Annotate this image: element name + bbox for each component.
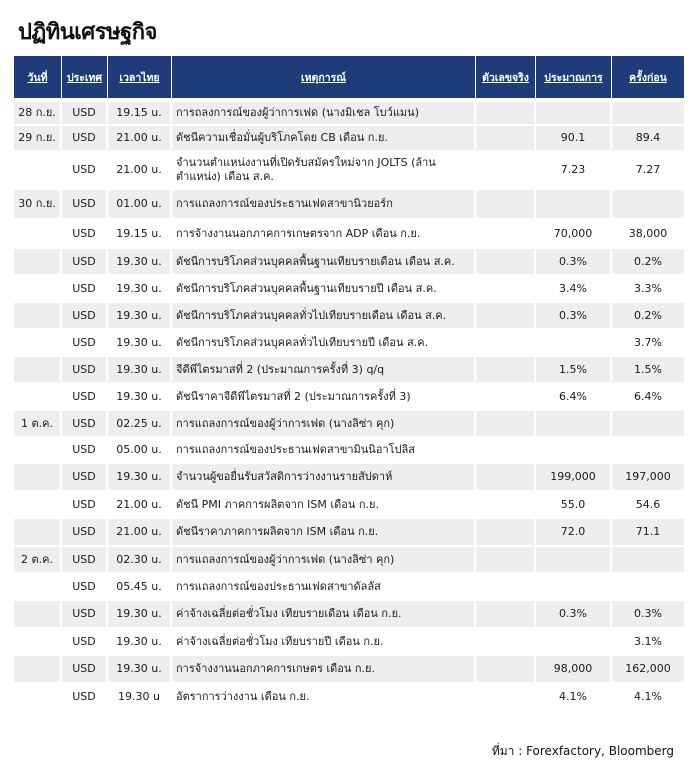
cell-actual	[476, 357, 536, 384]
cell-time: 19.30 u.	[108, 464, 172, 492]
cell-forecast	[536, 629, 612, 656]
cell-time: 19.30 u.	[108, 249, 172, 276]
cell-forecast: 98,000	[536, 656, 612, 684]
cell-actual	[476, 303, 536, 330]
table-row	[14, 601, 684, 629]
header-forecast: ประมาณการ	[536, 56, 612, 98]
cell-date	[14, 492, 62, 519]
cell-date	[14, 438, 62, 464]
cell-forecast: 3.4%	[536, 276, 612, 303]
cell-time: 19.30 u.	[108, 303, 172, 330]
cell-actual	[476, 519, 536, 547]
table-row	[14, 384, 684, 411]
table-row	[14, 126, 684, 152]
cell-actual	[476, 684, 536, 711]
cell-country: USD	[62, 438, 108, 464]
header-country: ประเทศ	[62, 56, 108, 98]
cell-actual	[476, 629, 536, 656]
cell-date	[14, 152, 62, 190]
cell-actual	[476, 601, 536, 629]
cell-event: การถลงการณ์ของผู้ว่าการเฟด (นางมิเชล โบว์แมน)	[172, 102, 476, 126]
cell-date	[14, 276, 62, 303]
cell-event: ดัชนีการบริโภคส่วนบุคคลพื้นฐานเทียบรายเดือน เดือน ส.ค.	[172, 249, 476, 276]
cell-event: ดัชนีการบริโภคส่วนบุคคลทั่วไปเทียบรายเดือน เดือน ส.ค.	[172, 303, 476, 330]
cell-time: 21.00 u.	[108, 519, 172, 547]
cell-time: 19.30 u.	[108, 601, 172, 629]
cell-date	[14, 303, 62, 330]
cell-forecast	[536, 102, 612, 126]
cell-previous: 3.7%	[612, 330, 684, 357]
table-row	[14, 519, 684, 547]
table-row	[14, 629, 684, 656]
cell-time: 19.15 u.	[108, 220, 172, 249]
cell-date: 28 ก.ย.	[14, 102, 62, 126]
cell-event: ดัชนีราคาภาคการผลิตจาก ISM เดือน ก.ย.	[172, 519, 476, 547]
header-time: เวลาไทย	[108, 56, 172, 98]
economic-calendar-table	[14, 56, 684, 711]
cell-country: USD	[62, 126, 108, 152]
cell-actual	[476, 330, 536, 357]
table-body	[14, 102, 684, 711]
cell-country: USD	[62, 574, 108, 601]
table-row	[14, 684, 684, 711]
cell-date: 1 ต.ค.	[14, 411, 62, 438]
cell-date	[14, 357, 62, 384]
cell-country: USD	[62, 190, 108, 220]
cell-event: ดัชนีความเชื่อมั่นผู้บริโภคโดย CB เดือน ก.ย.	[172, 126, 476, 152]
cell-date	[14, 519, 62, 547]
cell-forecast	[536, 411, 612, 438]
cell-time: 19.30 u.	[108, 330, 172, 357]
cell-forecast	[536, 547, 612, 574]
table-row	[14, 152, 684, 190]
cell-forecast: 199,000	[536, 464, 612, 492]
cell-actual	[476, 190, 536, 220]
cell-forecast: 7.23	[536, 152, 612, 190]
cell-country: USD	[62, 547, 108, 574]
cell-event: จำนวนตำแหน่งงานที่เปิดรับสมัครใหม่จาก JOLTS (ล้านตำแหน่ง) เดือน ส.ค.	[172, 152, 476, 190]
cell-time: 02.25 u.	[108, 411, 172, 438]
cell-forecast: 55.0	[536, 492, 612, 519]
cell-actual	[476, 464, 536, 492]
cell-country: USD	[62, 411, 108, 438]
cell-previous: 0.2%	[612, 249, 684, 276]
cell-previous	[612, 411, 684, 438]
cell-country: USD	[62, 357, 108, 384]
cell-forecast: 4.1%	[536, 684, 612, 711]
table-row	[14, 574, 684, 601]
cell-date	[14, 684, 62, 711]
table-row	[14, 276, 684, 303]
cell-previous	[612, 438, 684, 464]
table-row	[14, 547, 684, 574]
cell-previous: 0.2%	[612, 303, 684, 330]
cell-actual	[476, 276, 536, 303]
cell-previous: 3.1%	[612, 629, 684, 656]
cell-actual	[476, 220, 536, 249]
cell-event: ดัชนีราคาจีดีพีไตรมาสที่ 2 (ประมาณการครั้งที่ 3)	[172, 384, 476, 411]
cell-date	[14, 330, 62, 357]
header-actual: ตัวเลขจริง	[476, 56, 536, 98]
source-note: ที่มา : Forexfactory, Bloomberg	[491, 744, 674, 758]
cell-date: 30 ก.ย.	[14, 190, 62, 220]
cell-time: 05.00 u.	[108, 438, 172, 464]
cell-country: USD	[62, 629, 108, 656]
header-event: เหตุการณ์	[172, 56, 476, 98]
cell-actual	[476, 656, 536, 684]
cell-event: อัตราการว่างงาน เดือน ก.ย.	[172, 684, 476, 711]
cell-forecast: 1.5%	[536, 357, 612, 384]
cell-event: การแถลงการณ์ของผู้ว่าการเฟด (นางลิซ่า คุก)	[172, 547, 476, 574]
cell-date	[14, 249, 62, 276]
cell-event: ดัชนีการบริโภคส่วนบุคคลทั่วไปเทียบรายปี เดือน ส.ค.	[172, 330, 476, 357]
table-row	[14, 464, 684, 492]
table-row	[14, 357, 684, 384]
cell-previous: 71.1	[612, 519, 684, 547]
cell-previous	[612, 547, 684, 574]
cell-country: USD	[62, 384, 108, 411]
cell-country: USD	[62, 220, 108, 249]
cell-country: USD	[62, 464, 108, 492]
cell-previous	[612, 574, 684, 601]
table-row	[14, 190, 684, 220]
cell-country: USD	[62, 601, 108, 629]
cell-forecast	[536, 574, 612, 601]
table-row	[14, 492, 684, 519]
cell-event: ค่าจ้างเฉลี่ยต่อชั่วโมง เทียบรายเดือน เดือน ก.ย.	[172, 601, 476, 629]
cell-date	[14, 601, 62, 629]
cell-date	[14, 220, 62, 249]
cell-previous: 3.3%	[612, 276, 684, 303]
cell-previous	[612, 190, 684, 220]
cell-country: USD	[62, 656, 108, 684]
cell-time: 21.00 u.	[108, 492, 172, 519]
cell-country: USD	[62, 330, 108, 357]
cell-country: USD	[62, 102, 108, 126]
cell-forecast: 72.0	[536, 519, 612, 547]
cell-date: 2 ต.ค.	[14, 547, 62, 574]
cell-event: ดัชนีการบริโภคส่วนบุคคลพื้นฐานเทียบรายปี เดือน ส.ค.	[172, 276, 476, 303]
cell-time: 01.00 u.	[108, 190, 172, 220]
cell-country: USD	[62, 519, 108, 547]
cell-actual	[476, 411, 536, 438]
cell-forecast: 0.3%	[536, 249, 612, 276]
cell-time: 19.30 u.	[108, 629, 172, 656]
cell-time: 19.30 u.	[108, 384, 172, 411]
cell-previous: 1.5%	[612, 357, 684, 384]
cell-country: USD	[62, 249, 108, 276]
cell-actual	[476, 384, 536, 411]
cell-previous: 162,000	[612, 656, 684, 684]
cell-forecast: 6.4%	[536, 384, 612, 411]
cell-actual	[476, 249, 536, 276]
cell-event: จำนวนผู้ขอยื่นรับสวัสดิการว่างงานรายสัปดาห์	[172, 464, 476, 492]
cell-previous: 197,000	[612, 464, 684, 492]
cell-forecast: 0.3%	[536, 601, 612, 629]
cell-previous: 0.3%	[612, 601, 684, 629]
cell-forecast: 70,000	[536, 220, 612, 249]
cell-actual	[476, 102, 536, 126]
cell-actual	[476, 492, 536, 519]
cell-forecast	[536, 330, 612, 357]
cell-date	[14, 574, 62, 601]
cell-previous: 7.27	[612, 152, 684, 190]
cell-event: การจ้างงานนอกภาคการเกษตรจาก ADP เดือน ก.ย.	[172, 220, 476, 249]
cell-country: USD	[62, 152, 108, 190]
cell-actual	[476, 547, 536, 574]
cell-date	[14, 629, 62, 656]
table-row	[14, 303, 684, 330]
page-title: ปฏิทินเศรษฐกิจ	[18, 20, 157, 45]
cell-time: 19.30 u.	[108, 357, 172, 384]
cell-previous: 4.1%	[612, 684, 684, 711]
header-previous: ครั้งก่อน	[629, 71, 667, 84]
cell-date	[14, 656, 62, 684]
cell-event: การแถลงการณ์ของประธานเฟดสาขานิวยอร์ก	[172, 190, 476, 220]
cell-forecast: 0.3%	[536, 303, 612, 330]
cell-event: การจ้างงานนอกภาคการเกษตร เดือน ก.ย.	[172, 656, 476, 684]
table-header	[14, 56, 684, 98]
cell-time: 21.00 u.	[108, 126, 172, 152]
cell-previous	[612, 102, 684, 126]
cell-forecast	[536, 438, 612, 464]
cell-time: 02.30 u.	[108, 547, 172, 574]
cell-event: จีดีพีไตรมาสที่ 2 (ประมาณการครั้งที่ 3) q/q	[172, 357, 476, 384]
cell-previous: 89.4	[612, 126, 684, 152]
cell-date	[14, 384, 62, 411]
cell-time: 19.30 u.	[108, 656, 172, 684]
table-row	[14, 249, 684, 276]
cell-event: การแถลงการณ์ของประธานเฟดสาขาดัลลัส	[172, 574, 476, 601]
table-row	[14, 102, 684, 126]
cell-country: USD	[62, 276, 108, 303]
cell-time: 05.45 u.	[108, 574, 172, 601]
cell-time: 19.30 u.	[108, 276, 172, 303]
cell-event: การแถลงการณ์ของผู้ว่าการเฟด (นางลิซ่า คุก)	[172, 411, 476, 438]
cell-country: USD	[62, 492, 108, 519]
cell-time: 19.15 u.	[108, 102, 172, 126]
header-date: วันที่	[14, 56, 62, 98]
cell-date	[14, 464, 62, 492]
cell-country: USD	[62, 684, 108, 711]
cell-time: 21.00 u.	[108, 152, 172, 190]
cell-previous: 6.4%	[612, 384, 684, 411]
cell-event: ดัชนี PMI ภาคการผลิตจาก ISM เดือน ก.ย.	[172, 492, 476, 519]
cell-previous: 54.6	[612, 492, 684, 519]
cell-event: การแถลงการณ์ของประธานเฟดสาขามินนิอาโปลิส	[172, 438, 476, 464]
cell-date: 29 ก.ย.	[14, 126, 62, 152]
cell-actual	[476, 126, 536, 152]
cell-event: ค่าจ้างเฉลี่ยต่อชั่วโมง เทียบรายปี เดือน ก.ย.	[172, 629, 476, 656]
table-row	[14, 220, 684, 249]
cell-actual	[476, 152, 536, 190]
cell-actual	[476, 438, 536, 464]
cell-country: USD	[62, 303, 108, 330]
cell-previous: 38,000	[612, 220, 684, 249]
table-row	[14, 656, 684, 684]
cell-time: 19.30 u	[108, 684, 172, 711]
cell-forecast: 90.1	[536, 126, 612, 152]
cell-forecast	[536, 190, 612, 220]
cell-actual	[476, 574, 536, 601]
table-row	[14, 330, 684, 357]
table-row	[14, 411, 684, 438]
table-row	[14, 438, 684, 464]
